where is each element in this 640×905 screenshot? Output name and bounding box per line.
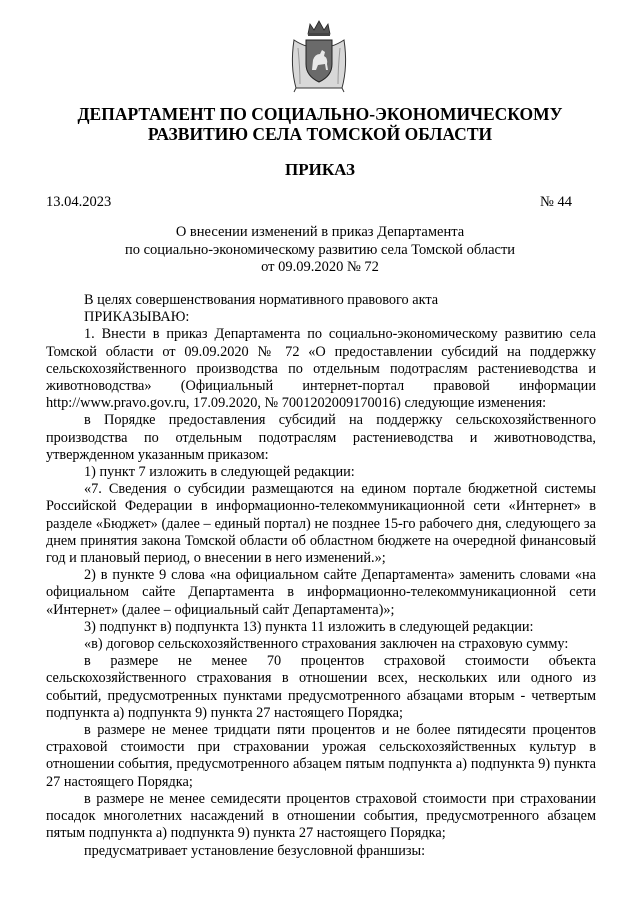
body-paragraph: в размере не менее семидесяти процентов страховой стоимости при страховании посадок многолетних насаждений в отношении события, предусмотренного абзацем пятым подпункта а) подпункта 9) пункта 27 настоящего Порядка; (46, 790, 596, 842)
subject-line2: по социально-экономическому развитию села Томской области (124, 241, 516, 258)
order-date: 13.04.2023 (46, 194, 112, 210)
body-paragraph: В целях совершенствования нормативного правового акта (84, 292, 439, 308)
body-paragraph: «7. Сведения о субсидии размещаются на едином портале бюджетной системы Российской Федерации в информационно-телекоммуникационной сети «Интернет» в разделе «Бюджет» (далее – единый портал) не позднее 15-го рабочего дня, следующего за днем принятия закона Томской области об областном бюджете на очередной финансовый год и плановый период, о внесении в него изменений.»; (46, 481, 596, 567)
body-paragraph: предусматривает установление безусловной франшизы: (84, 842, 426, 859)
order-subject (60, 224, 580, 277)
body-paragraph: в Порядке предоставления субсидий на поддержку сельскохозяйственного производства по отдельным подотраслям растениеводства и животноводства, утвержденном указанным приказом: (46, 412, 596, 463)
body-paragraph: 2) в пункте 9 слова «на официальном сайте Департамента» заменить словами «на официальном сайте Департамента в информационно-телекоммуникационной сети «Интернет» (далее – официальный сайт Департамента)»; (46, 567, 596, 618)
body-paragraph: «в) договор сельскохозяйственного страхования заключен на страховую сумму: (84, 636, 569, 653)
department-name-line1: ДЕПАРТАМЕНТ ПО СОЦИАЛЬНО-ЭКОНОМИЧЕСКОМУ (77, 104, 563, 124)
department-name-line2: РАЗВИТИЮ СЕЛА ТОМСКОЙ ОБЛАСТИ (147, 124, 493, 144)
subject-line1: О внесении изменений в приказ Департамента (175, 224, 465, 240)
body-paragraph: ПРИКАЗЫВАЮ: (84, 309, 190, 326)
body-paragraph: в размере не менее 70 процентов страховой стоимости объекта сельскохозяйственного страхования в отношении всех, нескольких или одного из событий, предусмотренных пунктами предусмотренного абзацами вторым - четвертым подпункта а) подпункта 9) пункта 27 настоящего Порядка; (46, 653, 596, 721)
tomsk-region-coat-of-arms-icon (288, 18, 350, 94)
order-body (46, 292, 596, 860)
body-paragraph: 1. Внести в приказ Департамента по социально-экономическому развитию села Томской области от 09.09.2020 № 72 «О предоставлении субсидий на поддержку сельскохозяйственного производства по отдельным подотраслям растениеводства и животноводства» (Официальный интернет-портал правовой информации http://www.pravo.gov.ru, 17.09.2020, № 7001202009170016) следующие изменения: (46, 326, 596, 412)
body-paragraph: в размере не менее тридцати пяти процентов и не более пятидесяти процентов страховой стоимости при страховании урожая сельскохозяйственных культур в отношении события, предусмотренного абзацем пятым подпункта а) подпункта 9) пункта 27 настоящего Порядка; (46, 722, 596, 790)
department-name (60, 104, 580, 144)
body-paragraph: 3) подпункт в) подпункта 13) пункта 11 изложить в следующей редакции: (84, 618, 534, 635)
subject-line3: от 09.09.2020 № 72 (261, 259, 379, 275)
order-number: № 44 (540, 194, 572, 210)
body-paragraph: 1) пункт 7 изложить в следующей редакции: (84, 464, 355, 481)
document-type-title: ПРИКАЗ (285, 160, 355, 179)
